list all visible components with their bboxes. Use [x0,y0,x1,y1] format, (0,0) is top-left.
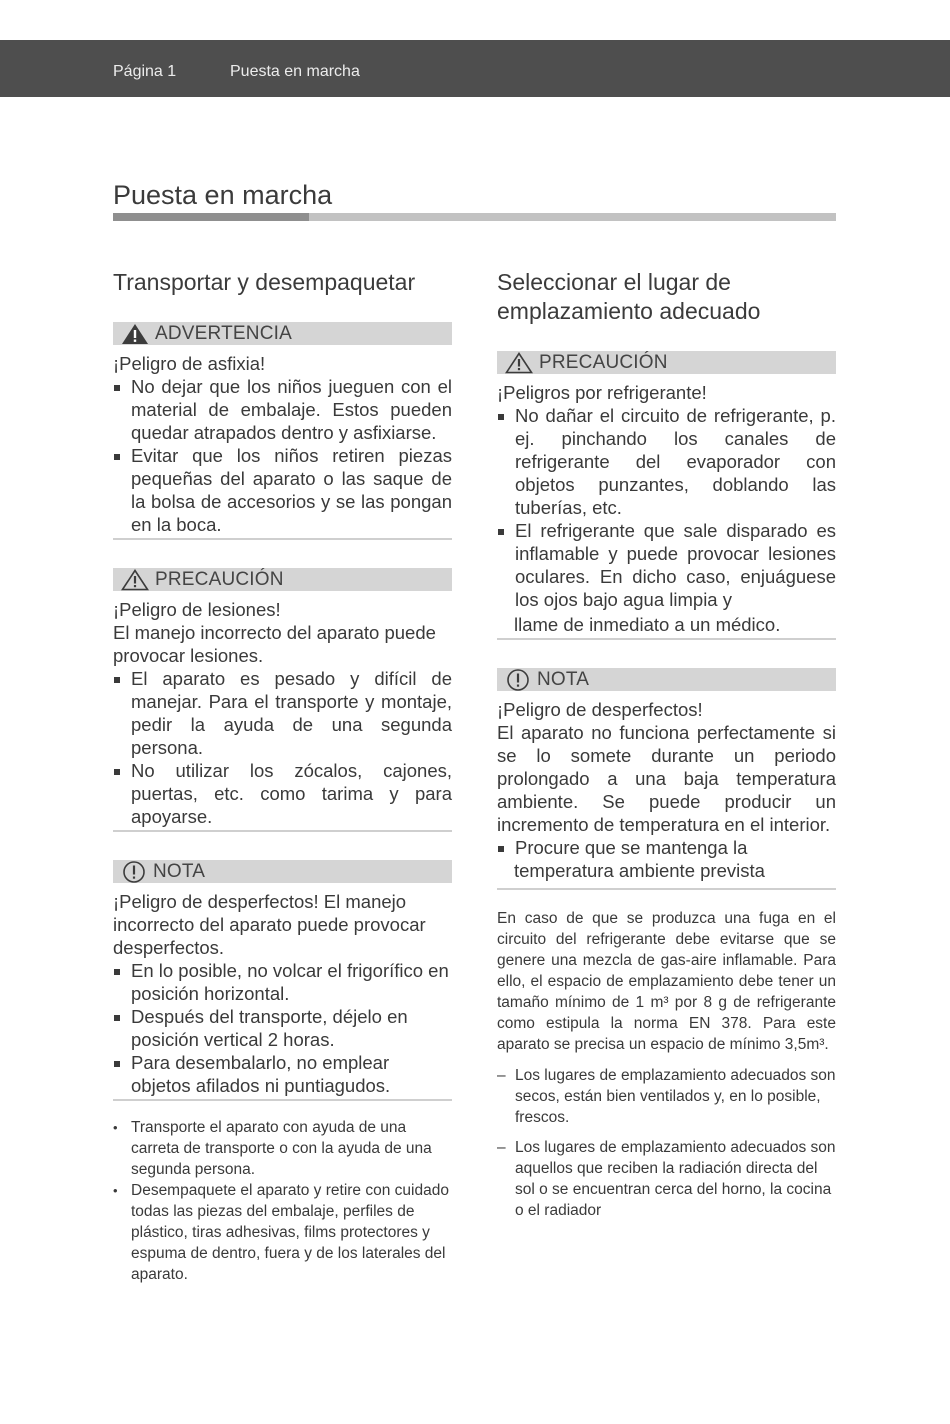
page-title: Puesta en marcha [113,180,333,210]
caution-box [113,568,452,832]
caution-header [497,351,836,374]
section-heading-transport: Transportar y desempaquetar [113,269,416,295]
title-rule-accent [113,213,309,221]
caution-header [113,568,452,591]
list-item: El aparato es pesado y difícil de manejar. Para el transporte y montaje, pedir la ayuda de una segunda persona. [113,667,452,759]
warning-intro: ¡Peligro de asfixia! [113,353,266,374]
list-item: No dañar el circuito de refrigerante, p. ej. pinchando los canales de refrigerante del evaporador con objetos punzantes, doblando las tuberías, etc. [497,404,836,519]
refrigerant-paragraph: En caso de que se produzca una fuga en el circuito del refrigerante debe evitarse que se genere una mezcla de gas-aire inflamable. Para ello, el espacio de emplazamiento debe tener un tamaño mínimo de 1 m³ por 8 g de refrigerante como estipula la norma EN 378. Para este aparato se precisa un espacio de mínimo 3,5m³. [497,910,836,1053]
warning-body [113,345,452,540]
list-item: • Desempaquete el aparato y retire con cuidado todas las piezas del embalaje, perfiles de plástico, tiras adhesivas, films protectores y espuma de dentro, fuera y de los laterales del aparato. [113,1180,452,1285]
note-box-temperature [497,668,836,890]
caution-body [497,374,836,640]
caution-intro: ¡Peligro de lesiones! [113,599,281,620]
note-body [497,691,836,890]
caution-body [113,591,452,832]
header-section: Puesta en marcha [230,63,360,80]
note-intro: ¡Peligro de desperfectos! [497,699,703,720]
exclamation-circle-icon [505,669,531,691]
note-body [113,883,452,1101]
section-heading-location: Seleccionar el lugar de emplazamiento adecuado [497,269,761,324]
note-label: NOTA [537,668,590,690]
exclamation-circle-icon [121,861,147,883]
list-item: Para desembalarlo, no emplear objetos afilados ni puntiagudos. [113,1051,452,1097]
list-item: • Transporte el aparato con ayuda de una carreta de transporte o con la ayuda de una segunda persona. [113,1117,452,1180]
list-item: En lo posible, no volcar el frigorífico en posición horizontal. [113,959,452,1005]
caution-box-refrigerant [497,351,836,640]
note-box [113,860,452,1101]
left-column [113,268,452,1285]
caution-continuation: llame de inmediato a un médico. [514,614,781,635]
list-item: – Los lugares de emplazamiento adecuados son aquellos que reciben la radiación directa del sol o se encuentran cerca del horno, la cocina o el radiador [497,1137,836,1221]
list-item: No utilizar los zócalos, cajones, puertas, etc. como tarima y para apoyarse. [113,759,452,828]
caution-triangle-icon [121,569,149,591]
warning-box [113,322,452,540]
caution-triangle-icon [505,352,533,374]
list-item: Evitar que los niños retiren piezas pequeñas del aparato o las saque de la bolsa de accesorios y se las pongan en la boca. [113,444,452,536]
caution-intro: ¡Peligros por refrigerante! [497,382,707,403]
caution-text: El manejo incorrecto del aparato puede provocar lesiones. [113,622,436,666]
location-list [497,1065,836,1221]
warning-header [113,322,452,345]
list-item: Después del transporte, déjelo en posición vertical 2 horas. [113,1005,452,1051]
list-item: – Los lugares de emplazamiento adecuados son secos, están bien ventilados y, en lo posible, frescos. [497,1065,836,1128]
warning-label: ADVERTENCIA [155,322,292,344]
note-text: El aparato no funciona perfectamente si se lo somete durante un periodo prolongado a una baja temperatura ambiente. Se puede producir un incremento de temperatura en el interior. [497,722,836,835]
caution-label: PRECAUCIÓN [539,351,668,373]
list-item: El refrigerante que sale disparado es inflamable y puede provocar lesiones oculares. En dicho caso, enjuáguese los ojos bajo agua limpia y [497,519,836,611]
note-continuation: temperatura ambiente prevista [514,860,765,881]
header-bar [0,40,950,97]
note-header [497,668,836,691]
instructions-list [113,1117,452,1285]
note-label: NOTA [153,860,206,882]
right-column [497,268,836,1230]
page-number: Página 1 [113,63,177,80]
note-header [113,860,452,883]
list-item: No dejar que los niños jueguen con el material de embalaje. Estos pueden quedar atrapados dentro y asfixiarse. [113,375,452,444]
list-item: Procure que se mantenga la [497,836,836,859]
note-intro: ¡Peligro de desperfectos! El manejo incorrecto del aparato puede provocar desperfectos. [113,891,426,958]
caution-label: PRECAUCIÓN [155,568,284,590]
warning-triangle-icon [121,323,149,345]
